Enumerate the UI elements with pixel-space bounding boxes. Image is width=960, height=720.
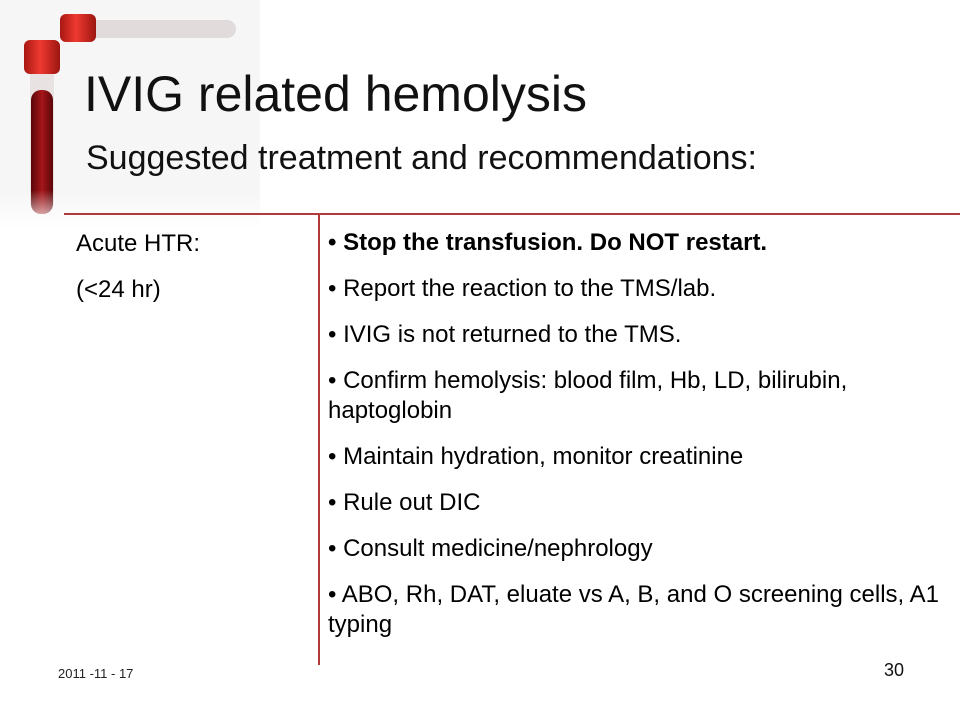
condition-timeframe: (<24 hr) [76,276,161,303]
bullet-item: • ABO, Rh, DAT, eluate vs A, B, and O screening cells, A1 typing [328,581,939,638]
footer-date: 2011 -11 - 17 [58,666,134,681]
condition-label: Acute HTR: [76,230,201,257]
bullet-item: • IVIG is not returned to the TMS. [328,321,682,348]
bullet-item: • Rule out DIC [328,489,481,516]
horizontal-divider [64,213,960,215]
vertical-divider [318,215,320,665]
slide-subtitle: Suggested treatment and recommendations: [86,139,757,177]
left-column [76,228,306,320]
bullet-item: • Confirm hemolysis: blood film, Hb, LD, bilirubin, haptoglobin [328,367,848,424]
page-number: 30 [884,660,905,680]
slide-title: IVIG related hemolysis [84,66,587,122]
bullet-item: • Report the reaction to the TMS/lab. [328,275,717,302]
treatment-list [328,228,948,656]
bullet-item: • Stop the transfusion. Do NOT restart. [328,229,768,256]
bullet-item: • Maintain hydration, monitor creatinine [328,443,744,470]
bullet-item: • Consult medicine/nephrology [328,535,653,562]
